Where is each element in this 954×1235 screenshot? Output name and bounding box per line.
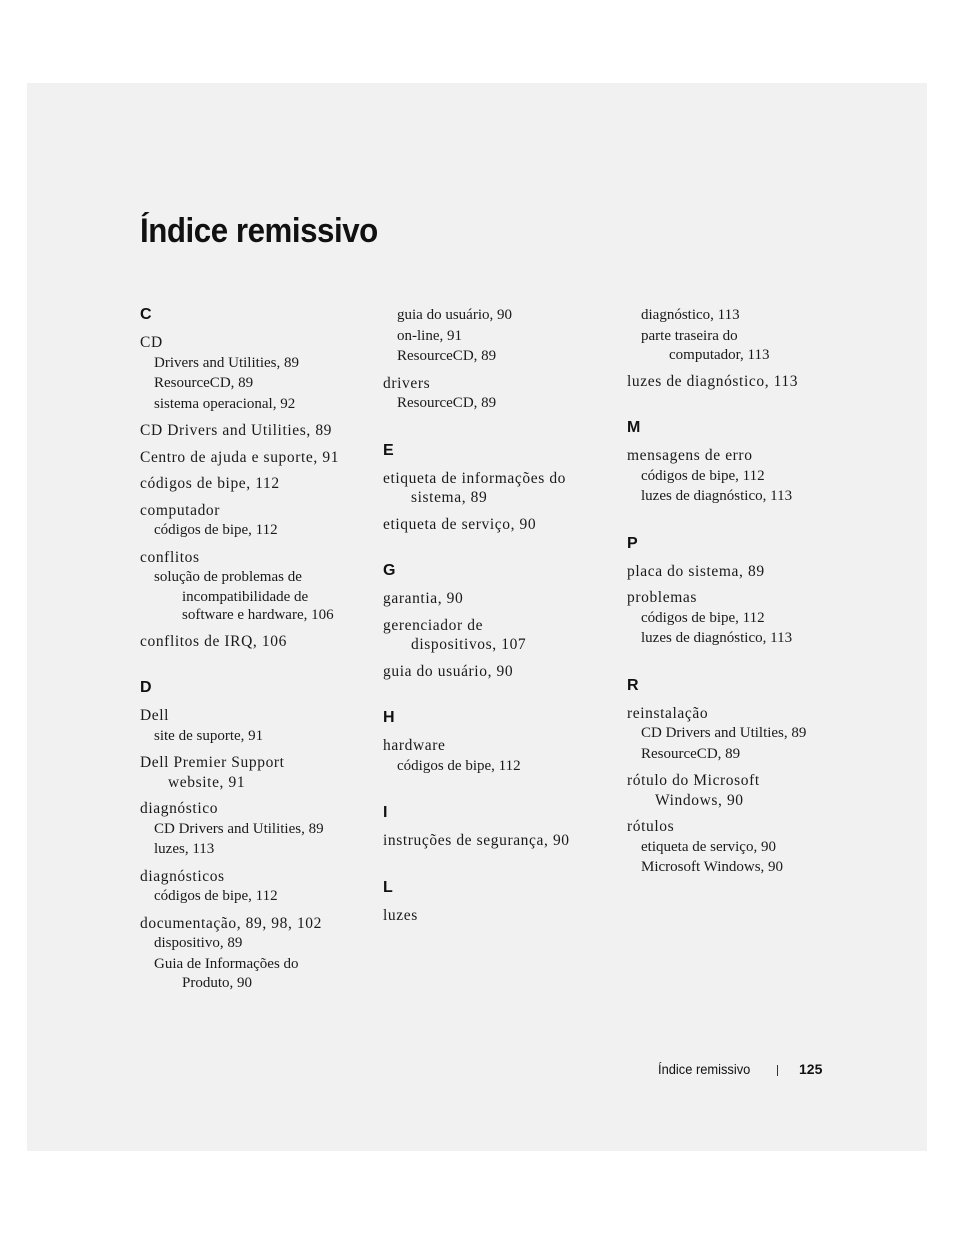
- index-term: luzes de diagnóstico, 113: [627, 372, 799, 390]
- index-subterm: luzes de diagnóstico, 113: [641, 630, 793, 646]
- index-term: garantia, 90: [383, 590, 464, 607]
- index-entry: [383, 589, 613, 609]
- index-subterm: códigos de bipe, 112: [641, 609, 765, 626]
- index-column-1: [140, 305, 370, 1000]
- index-entry: [627, 562, 857, 582]
- index-subterm: luzes, 113: [154, 841, 215, 857]
- index-column-2: [383, 305, 613, 932]
- index-subterm: guia do usuário, 90: [397, 307, 512, 323]
- index-entry: [140, 914, 370, 993]
- index-term: placa do sistema, 89: [627, 562, 765, 580]
- index-subterm-continuation: Produto, 90: [182, 975, 253, 991]
- index-subterm: Microsoft Windows, 90: [641, 859, 784, 875]
- index-subterm: sistema operacional, 92: [154, 395, 296, 412]
- index-term: diagnósticos: [140, 867, 225, 885]
- index-term: luzes: [383, 906, 418, 924]
- index-letter-heading: E: [383, 441, 394, 459]
- index-subterm: luzes de diagnóstico, 113: [641, 488, 793, 504]
- index-subterm: ResourceCD, 89: [641, 745, 741, 762]
- page-number: 125: [799, 1061, 823, 1077]
- index-term: rótulos: [627, 818, 675, 835]
- index-term: etiqueta de informações do: [383, 469, 567, 487]
- index-letter-heading: R: [627, 676, 639, 694]
- index-term-continuation: Windows, 90: [655, 791, 744, 809]
- index-term: CD: [140, 334, 163, 351]
- index-entry: [140, 753, 370, 792]
- index-term: problemas: [627, 589, 697, 606]
- index-entry: [383, 305, 613, 367]
- index-entry: [627, 446, 857, 507]
- index-term: diagnóstico: [140, 800, 219, 817]
- index-entry: [383, 515, 613, 535]
- index-term-continuation: sistema, 89: [411, 489, 488, 506]
- index-subterm-continuation: incompatibilidade de: [182, 588, 309, 605]
- footer-separator: [777, 1065, 778, 1076]
- index-subterm: Guia de Informações do: [154, 955, 299, 972]
- index-subterm: dispositivo, 89: [154, 935, 243, 951]
- index-entry: [140, 632, 370, 652]
- index-term: Centro de ajuda e suporte, 91: [140, 448, 340, 466]
- index-entry: [140, 548, 370, 625]
- index-entry: [627, 817, 857, 878]
- index-term: computador: [140, 501, 221, 519]
- index-subterm-continuation: computador, 113: [669, 347, 770, 363]
- index-subterm: parte traseira do: [641, 327, 738, 344]
- index-term-continuation: website, 91: [168, 773, 246, 791]
- index-entry: [383, 831, 613, 851]
- index-entry: [383, 374, 613, 414]
- index-subterm: ResourceCD, 89: [397, 348, 497, 364]
- index-subterm: códigos de bipe, 112: [397, 757, 521, 774]
- index-term: CD Drivers and Utilities, 89: [140, 422, 333, 439]
- index-subterm: ResourceCD, 89: [154, 375, 254, 391]
- index-term: Dell: [140, 707, 170, 724]
- index-subterm: CD Drivers and Utilities, 89: [154, 820, 324, 837]
- index-term: instruções de segurança, 90: [383, 832, 570, 849]
- index-entry: [383, 469, 613, 508]
- index-subterm: CD Drivers and Utilties, 89: [641, 725, 807, 741]
- index-entry: [383, 736, 613, 776]
- footer-section-title: Índice remissivo: [658, 1061, 751, 1077]
- index-entry: [627, 588, 857, 649]
- index-term: documentação, 89, 98, 102: [140, 914, 323, 932]
- index-subterm: solução de problemas de: [154, 569, 302, 585]
- index-entry: [140, 799, 370, 860]
- index-term: códigos de bipe, 112: [140, 475, 280, 492]
- index-entry: [383, 616, 613, 655]
- index-subterm: diagnóstico, 113: [641, 307, 740, 323]
- index-term-continuation: dispositivos, 107: [411, 636, 527, 653]
- index-term: guia do usuário, 90: [383, 662, 514, 680]
- index-entry: [140, 867, 370, 907]
- index-term: rótulo do Microsoft: [627, 772, 760, 789]
- index-term: conflitos: [140, 548, 200, 566]
- index-subterm: Drivers and Utilities, 89: [154, 354, 299, 371]
- index-letter-heading: L: [383, 878, 393, 896]
- page-title: Índice remissivo: [140, 212, 378, 250]
- index-entry: [627, 305, 857, 365]
- index-term: gerenciador de: [383, 616, 484, 634]
- index-term: mensagens de erro: [627, 447, 753, 464]
- index-subterm: ResourceCD, 89: [397, 395, 497, 411]
- index-entry: [140, 421, 370, 441]
- index-entry: [140, 333, 370, 414]
- index-term: conflitos de IRQ, 106: [140, 632, 287, 650]
- index-column-3: [627, 305, 857, 885]
- index-entry: [383, 906, 613, 926]
- index-entry: [140, 448, 370, 468]
- index-letter-heading: G: [383, 562, 396, 579]
- index-entry: [627, 704, 857, 765]
- index-subterm-continuation: software e hardware, 106: [182, 607, 334, 623]
- page-footer: [658, 1061, 823, 1081]
- index-subterm: códigos de bipe, 112: [641, 467, 765, 484]
- index-letter-heading: C: [140, 306, 152, 323]
- index-letter-heading: H: [383, 709, 395, 726]
- index-subterm: códigos de bipe, 112: [154, 522, 278, 538]
- index-subterm: on-line, 91: [397, 327, 462, 344]
- index-entry: [627, 771, 857, 810]
- index-subterm: site de suporte, 91: [154, 727, 264, 744]
- index-term: drivers: [383, 374, 431, 392]
- index-entry: [627, 372, 857, 392]
- index-letter-heading: I: [383, 804, 388, 821]
- index-entry: [140, 501, 370, 541]
- index-subterm: códigos de bipe, 112: [154, 888, 278, 904]
- index-term: Dell Premier Support: [140, 754, 285, 771]
- index-letter-heading: D: [140, 679, 152, 696]
- index-entry: [140, 706, 370, 746]
- index-entry: [383, 662, 613, 682]
- index-term: hardware: [383, 737, 446, 754]
- index-letter-heading: M: [627, 419, 641, 436]
- index-subterm: etiqueta de serviço, 90: [641, 838, 776, 855]
- index-letter-heading: P: [627, 534, 638, 552]
- index-term: etiqueta de serviço, 90: [383, 515, 537, 533]
- index-term: reinstalação: [627, 704, 709, 722]
- index-entry: [140, 474, 370, 494]
